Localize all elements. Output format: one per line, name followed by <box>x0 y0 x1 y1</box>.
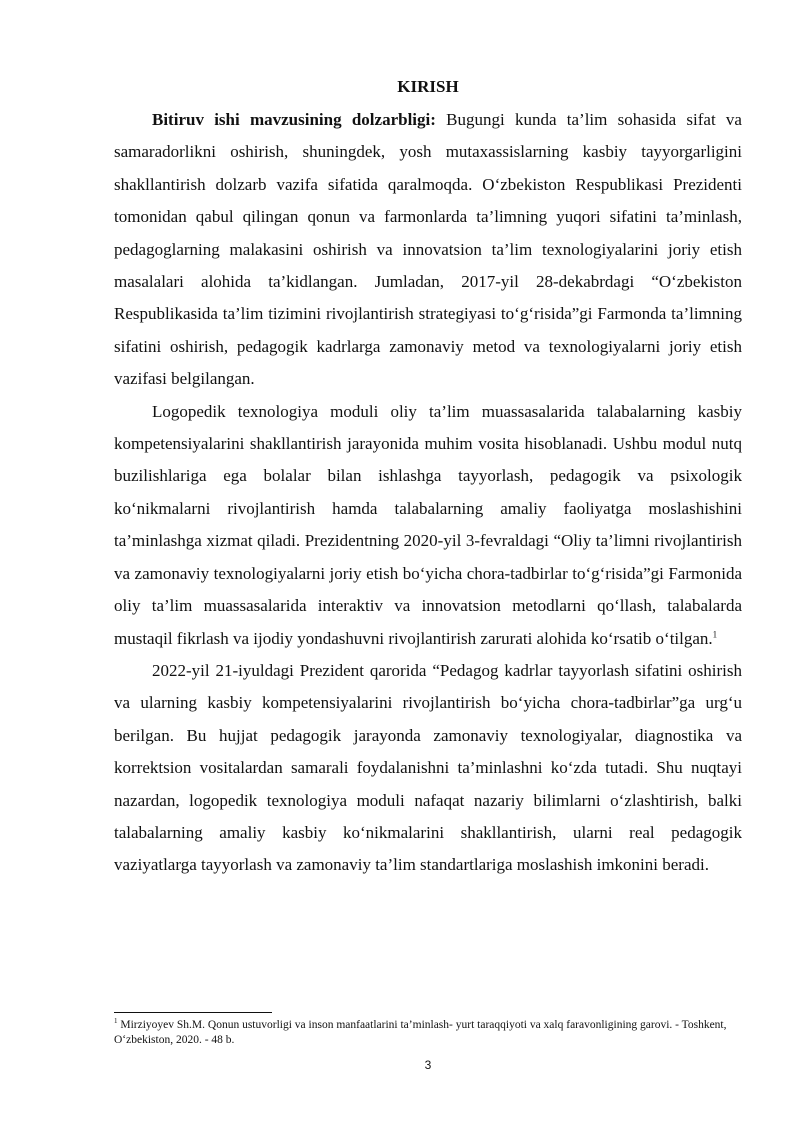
paragraph-3-text: 2022-yil 21-iyuldagi Prezident qarorida “Pedagog kadrlar tayyorlash sifatini oshirish va ularning kasbiy kompetensiyalarini rivojlantirish bo‘yicha chora-tadbirlar”ga urg‘u berilgan. Bu hujjat pedagogik jarayonda zamonaviy texnologiyalar, diagnostika va korrektsion vositalardan samarali foydalanishni ta’minlashni ko‘zda tutadi. Shu nuqtayi nazardan, logopedik texnologiya moduli nafaqat nazariy bilimlarni o‘zlashtirish, balki talabalarning amaliy kasbiy ko‘nikmalarini shakllantirish, ularni real pedagogik vaziyatlarga tayyorlash va zamonaviy ta’lim standartlariga moslashish imkonini beradi. <box>114 660 742 875</box>
footnote-text: Mirziyoyev Sh.M. Qonun ustuvorligi va inson manfaatlarini ta’minlash- yurt taraqqiyoti va xalq faravonligining garovi. - Toshkent, O‘zbekiston, 2020. - 48 b. <box>114 1019 727 1046</box>
footnote-separator <box>114 1012 272 1013</box>
paragraph-2-text: Logopedik texnologiya moduli oliy ta’lim muassasalarida talabalarning kasbiy kompetensiyalarini shakllantirish jarayonida muhim vosita hisoblanadi. Ushbu modul nutq buzilishlariga ega bolalar bilan ishlashga tayyorlash, pedagogik va psixologik ko‘nikmalarni rivojlantirish hamda talabalarning amaliy faoliyatga moslashishini ta’minlashga xizmat qiladi. Prezidentning 2020-yil 3-fevraldagi “Oliy ta’limni rivojlantirish va zamonaviy texnologiyalarni joriy etish bo‘yicha chora-tadbirlar to‘g‘risida”gi Farmonida oliy ta’lim muassasalarida interaktiv va innovatsion metodlarni qo‘llash, talabalarda mustaqil fikrlash va ijodiy yondashuvni rivojlantirish zarurati alohida ko‘rsatib o‘tilgan. <box>114 401 742 648</box>
page-number: 3 <box>424 1058 432 1072</box>
paragraph-2 <box>114 396 742 655</box>
footnote <box>114 1018 742 1048</box>
paragraph-1 <box>114 104 742 396</box>
footnote-reference[interactable]: 1 <box>712 628 718 639</box>
paragraph-1-lead: Bitiruv ishi mavzusining dolzarbligi: <box>152 110 436 129</box>
body-text <box>114 104 742 882</box>
paragraph-3 <box>114 655 742 882</box>
paragraph-1-text: Bugungi kunda ta’lim sohasida sifat va samaradorlikni oshirish, shuningdek, yosh mutaxassislarning kasbiy tayyorgarligini shakllantirish dolzarb vazifa sifatida qaralmoqda. O‘zbekiston Respublikasi Prezidenti tomonidan qabul qilingan qonun va farmonlarda ta’limning yuqori sifatini ta’minlash, pedagoglarning malakasini oshirish va innovatsion ta’lim texnologiyalarini joriy etish masalalari alohida ta’kidlangan. Jumladan, 2017-yil 28-dekabrdagi “O‘zbekiston Respublikasida ta’lim tizimini rivojlantirish strategiyasi to‘g‘risida”gi Farmonda ta’limning sifatini oshirish, pedagogik kadrlarga zamonaviy metod va texnologiyalarni joriy etish vazifasi belgilangan. <box>114 110 742 389</box>
section-heading: KIRISH <box>397 77 459 96</box>
footnote-number: 1 <box>114 1017 118 1026</box>
